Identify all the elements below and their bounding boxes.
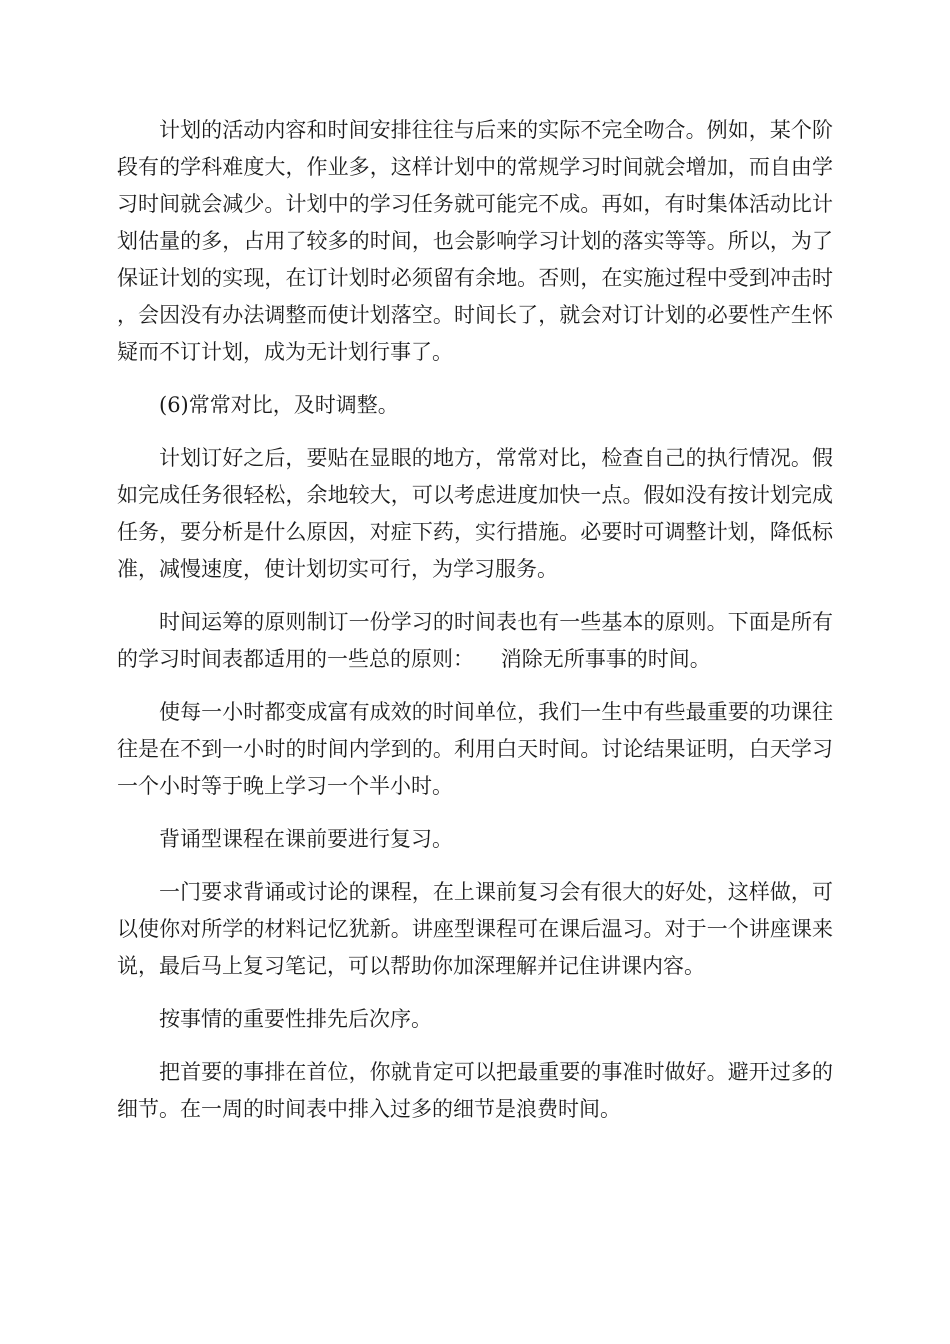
paragraph-time-principles: 时间运筹的原则制订一份学习的时间表也有一些基本的原则。下面是所有的学习时间表都适用的一些总的原则： 消除无所事事的时间。	[117, 610, 833, 671]
paragraph-heading-compare-adjust: (6)常常对比，及时调整。	[159, 393, 399, 417]
document-body	[117, 112, 833, 1144]
paragraph-plan-flexibility: 计划的活动内容和时间安排往往与后来的实际不完全吻合。例如，某个阶段有的学科难度大，作业多，这样计划中的常规学习时间就会增加，而自由学习时间就会减少。计划中的学习任务就可能完不成。再如，有时集体活动比计划估量的多，占用了较多的时间，也会影响学习计划的落实等等。所以，为了保证计划的实现，在订计划时必须留有余地。否则，在实施过程中受到冲击时，会因没有办法调整而使计划落空。时间长了，就会对订计划的必要性产生怀疑而不订计划，成为无计划行事了。	[117, 118, 833, 364]
paragraph-first-things-first: 把首要的事排在首位，你就肯定可以把最重要的事准时做好。避开过多的细节。在一周的时间表中排入过多的细节是浪费时间。	[117, 1060, 833, 1121]
paragraph-recitation-courses: 一门要求背诵或讨论的课程，在上课前复习会有很大的好处，这样做，可以使你对所学的材料记忆犹新。讲座型课程可在课后温习。对于一个讲座课来说，最后马上复习笔记，可以帮助你加深理解并记住讲课内容。	[117, 880, 833, 978]
paragraph-productive-hours: 使每一小时都变成富有成效的时间单位，我们一生中有些最重要的功课往往是在不到一小时的时间内学到的。利用白天时间。讨论结果证明，白天学习一个小时等于晚上学习一个半小时。	[117, 700, 833, 798]
paragraph-prioritize: 按事情的重要性排先后次序。	[159, 1007, 432, 1031]
paragraph-review-before-class: 背诵型课程在课前要进行复习。	[159, 827, 453, 851]
paragraph-check-execution: 计划订好之后，要贴在显眼的地方，常常对比，检查自己的执行情况。假如完成任务很轻松，余地较大，可以考虑进度加快一点。假如没有按计划完成任务，要分析是什么原因，对症下药，实行措施。必要时可调整计划，降低标准，减慢速度，使计划切实可行，为学习服务。	[117, 446, 833, 581]
